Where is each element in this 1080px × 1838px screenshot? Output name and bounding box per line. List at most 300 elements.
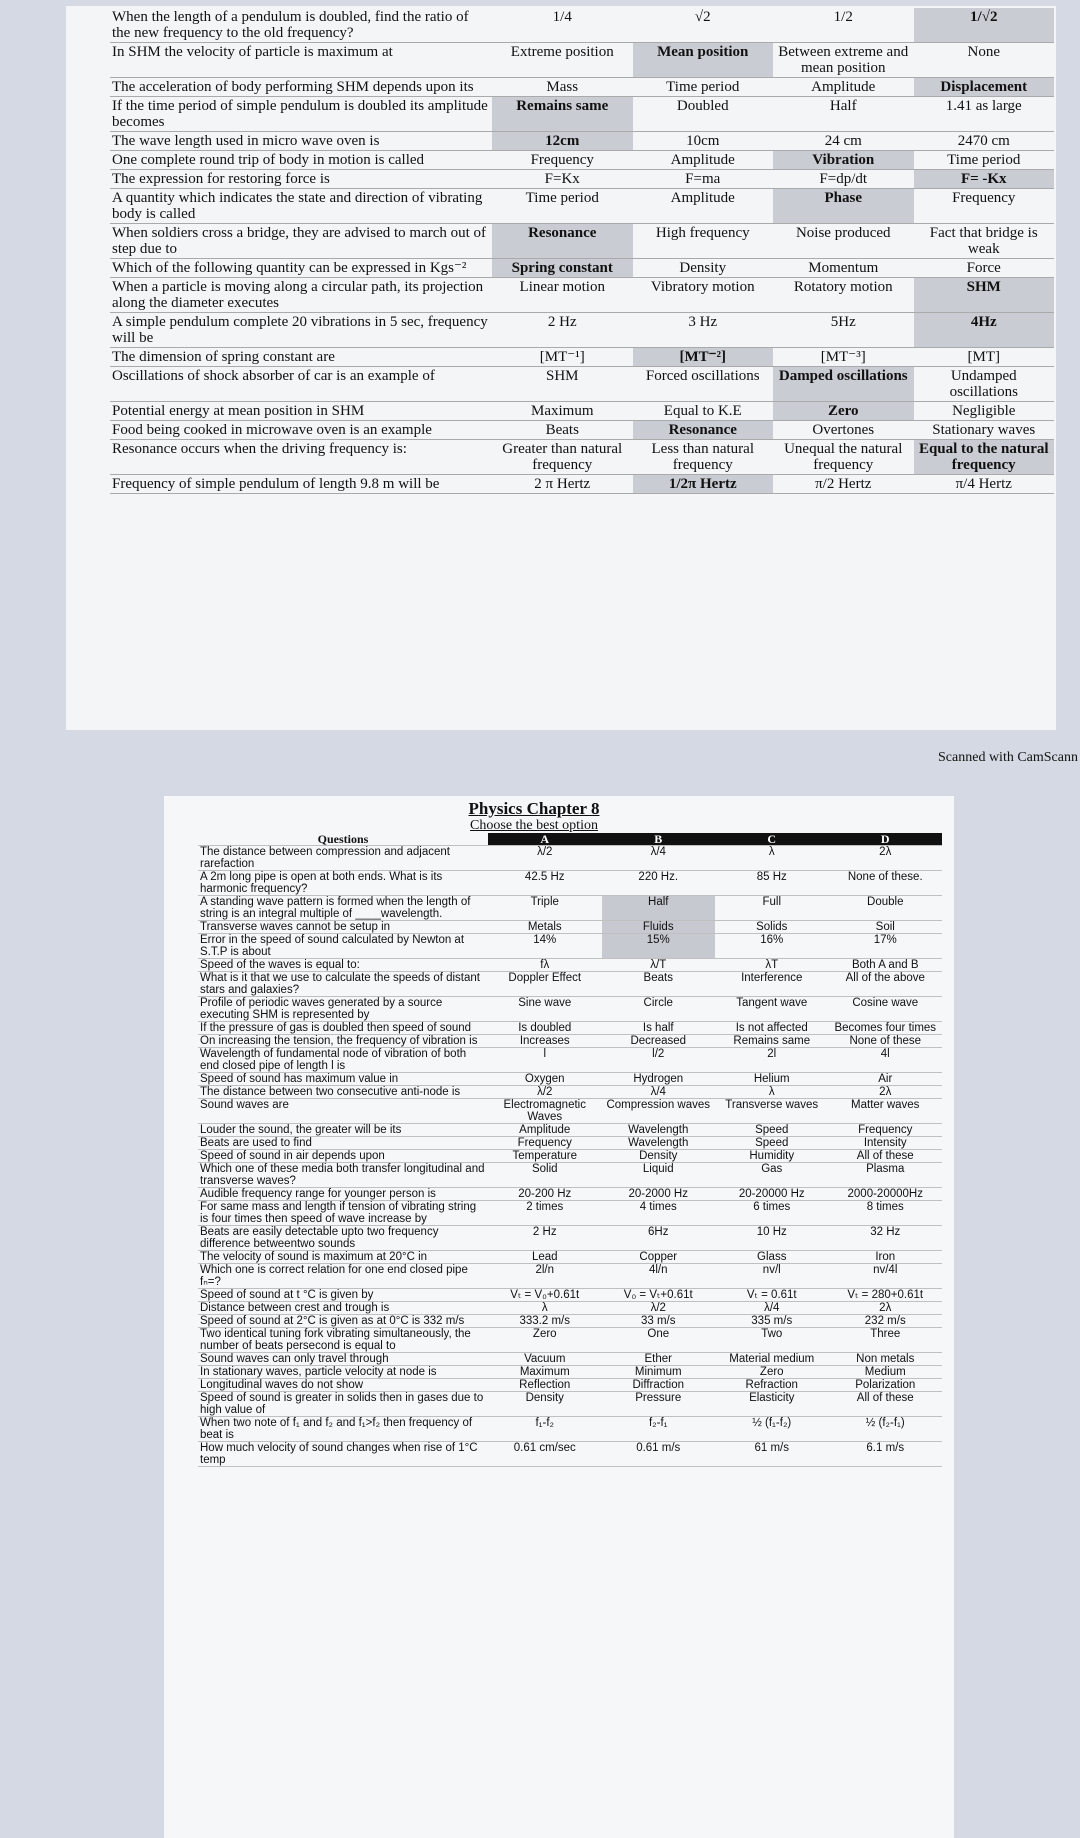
question-text: Potential energy at mean position in SHM — [112, 403, 365, 419]
question-row — [198, 1302, 942, 1315]
option-a: 333.2 m/s — [519, 1315, 570, 1327]
option-c: λT — [765, 959, 779, 971]
option-c: F=dp/dt — [819, 171, 868, 187]
option-c: 335 m/s — [751, 1315, 793, 1327]
option-c: 61 m/s — [754, 1442, 789, 1454]
option-a: λ/2 — [537, 846, 553, 858]
option-a: 42.5 Hz — [524, 871, 565, 883]
option-a: f₁-f₂ — [535, 1417, 555, 1429]
question-text: Speed of the waves is equal to: — [200, 959, 360, 971]
header-questions: Questions — [198, 833, 488, 846]
question-row — [110, 475, 1054, 494]
option-b: λ/4 — [650, 846, 666, 858]
question-text: The acceleration of body performing SHM depends upon its — [112, 79, 474, 95]
option-b: 15% — [602, 934, 716, 959]
option-d: Displacement — [914, 78, 1055, 97]
option-d: 2470 cm — [957, 133, 1010, 149]
option-d: 232 m/s — [864, 1315, 906, 1327]
question-row — [110, 132, 1054, 151]
question-text: Oscillations of shock absorber of car is an example of — [112, 368, 435, 384]
option-d: 2λ — [879, 1302, 892, 1314]
option-a: Electromagnetic Waves — [503, 1099, 586, 1123]
option-a: Oxygen — [524, 1073, 565, 1085]
option-b: 4l/n — [648, 1264, 668, 1276]
question-row — [198, 1086, 942, 1099]
option-d: 2λ — [879, 846, 892, 858]
question-row — [198, 1251, 942, 1264]
option-c: Humidity — [749, 1150, 795, 1162]
option-c: Helium — [753, 1073, 790, 1085]
option-b: Half — [602, 896, 716, 921]
question-row — [198, 1035, 942, 1048]
question-row — [110, 8, 1054, 43]
option-b: Copper — [639, 1251, 678, 1263]
option-b: Vibratory motion — [650, 279, 755, 295]
option-c: Overtones — [812, 422, 875, 438]
option-a: Resonance — [492, 224, 633, 259]
option-b: [MT⁻²] — [633, 348, 774, 367]
question-row — [198, 1124, 942, 1137]
header-row — [198, 833, 942, 846]
option-b: Less than natural frequency — [651, 441, 754, 473]
option-a: 2 times — [526, 1201, 564, 1213]
question-row — [198, 1264, 942, 1289]
option-a: Extreme position — [510, 44, 614, 60]
question-row — [198, 972, 942, 997]
option-a: Vₜ = V₀+0.61t — [510, 1289, 580, 1301]
option-a: [MT⁻¹] — [539, 349, 585, 365]
option-c: [MT⁻³] — [820, 349, 866, 365]
option-c: Zero — [759, 1366, 784, 1378]
option-a: Lead — [531, 1251, 558, 1263]
header-a: A — [488, 833, 602, 846]
option-b: One — [647, 1328, 670, 1340]
option-c: Amplitude — [811, 79, 876, 95]
option-c: Elasticity — [749, 1392, 795, 1404]
question-text: When soldiers cross a bridge, they are advised to march out of step due to — [112, 225, 487, 257]
option-a: Amplitude — [519, 1124, 571, 1136]
option-d: Stationary waves — [932, 422, 1036, 438]
question-row — [198, 1163, 942, 1188]
option-a: Density — [525, 1392, 564, 1404]
option-a: Sine wave — [518, 997, 572, 1009]
question-row — [110, 78, 1054, 97]
question-row — [198, 934, 942, 959]
option-a: fλ — [540, 959, 550, 971]
question-row — [198, 846, 942, 871]
question-text: Speed of sound at t °C is given by — [200, 1289, 374, 1301]
question-text: Resonance occurs when the driving frequency is: — [112, 441, 407, 457]
question-text: The velocity of sound is maximum at 20°C in — [200, 1251, 428, 1263]
option-a: Spring constant — [492, 259, 633, 278]
option-a: 2 Hz — [547, 314, 577, 330]
option-b: F=ma — [685, 171, 721, 187]
option-a: Time period — [525, 190, 599, 206]
question-row — [110, 170, 1054, 189]
question-text: For same mass and length if tension of vibrating string is four times then speed of wave increase by — [200, 1201, 477, 1225]
option-a: Solid — [531, 1163, 558, 1175]
option-a: Greater than natural frequency — [502, 441, 623, 473]
option-c: Speed — [755, 1124, 789, 1136]
option-b: Time period — [666, 79, 740, 95]
question-text: Speed of sound has maximum value in — [200, 1073, 399, 1085]
option-a: Metals — [527, 921, 562, 933]
option-b: 220 Hz. — [638, 871, 679, 883]
option-c: Vibration — [773, 151, 914, 170]
question-text: Frequency of simple pendulum of length 9.8 m will be — [112, 476, 440, 492]
option-c: Two — [761, 1328, 783, 1340]
option-d: 17% — [873, 934, 897, 946]
question-row — [110, 278, 1054, 313]
option-b: Fluids — [602, 921, 716, 934]
option-a: Mass — [546, 79, 579, 95]
option-a: Linear motion — [519, 279, 605, 295]
option-d: Polarization — [855, 1379, 916, 1391]
option-c: 5Hz — [830, 314, 856, 330]
question-row — [198, 921, 942, 934]
option-a: l — [543, 1048, 547, 1060]
option-b: Decreased — [630, 1035, 687, 1047]
option-d: None of these — [849, 1035, 922, 1047]
option-b: Mean position — [633, 43, 774, 78]
option-b: 10cm — [686, 133, 720, 149]
option-d: 1.41 as large — [945, 98, 1022, 114]
question-text: Longitudinal waves do not show — [200, 1379, 364, 1391]
option-d: All of these — [856, 1150, 914, 1162]
option-d: All of these — [856, 1392, 914, 1404]
question-text: A standing wave pattern is formed when the length of string is an integral multiple of ____wavelength. — [200, 896, 471, 920]
option-a: Maximum — [531, 403, 594, 419]
option-b: f₂-f₁ — [648, 1417, 668, 1429]
question-row — [198, 871, 942, 896]
question-text: Which one of these media both transfer longitudinal and transverse waves? — [200, 1163, 485, 1187]
option-a: Doppler Effect — [508, 972, 582, 984]
option-d: Vₜ = 280+0.61t — [847, 1289, 924, 1301]
option-b: Is half — [642, 1022, 674, 1034]
option-b: Minimum — [634, 1366, 682, 1378]
option-b: Equal to K.E — [663, 403, 742, 419]
question-row — [198, 1353, 942, 1366]
option-c: Glass — [757, 1251, 787, 1263]
question-text: Which one is correct relation for one end closed pipe fₙ=? — [200, 1264, 468, 1288]
option-d: Time period — [947, 152, 1021, 168]
option-c: Speed — [755, 1137, 789, 1149]
sheet1-table — [110, 8, 1054, 494]
question-row — [110, 224, 1054, 259]
question-row — [198, 1392, 942, 1417]
option-c: Full — [762, 896, 782, 908]
option-b: λ/2 — [650, 1302, 666, 1314]
option-b: Wavelength — [628, 1124, 689, 1136]
option-d: Matter waves — [851, 1099, 920, 1111]
question-row — [198, 1073, 942, 1086]
option-d: 2λ — [879, 1086, 892, 1098]
question-row — [198, 1417, 942, 1442]
option-d: nv/4l — [873, 1264, 898, 1276]
option-b: Amplitude — [670, 190, 735, 206]
question-row — [198, 997, 942, 1022]
option-b: Ether — [644, 1353, 672, 1365]
option-c: nv/l — [762, 1264, 781, 1276]
option-a: Maximum — [519, 1366, 570, 1378]
option-a: SHM — [545, 368, 579, 384]
sheet2-subtitle: Choose the best option — [470, 818, 598, 833]
option-b: 3 Hz — [688, 314, 718, 330]
option-b: Wavelength — [628, 1137, 689, 1149]
question-text: Which of the following quantity can be expressed in Kgs⁻² — [112, 260, 467, 276]
option-d: ½ (f₂-f₁) — [865, 1417, 905, 1429]
option-a: 2l/n — [535, 1264, 555, 1276]
option-b: 6Hz — [648, 1226, 669, 1238]
option-c: λ — [768, 1086, 775, 1098]
option-a: λ/2 — [537, 1086, 553, 1098]
option-d: Becomes four times — [834, 1022, 937, 1034]
option-d: 32 Hz — [870, 1226, 901, 1238]
option-b: λ/4 — [650, 1086, 666, 1098]
option-d: Both A and B — [851, 959, 919, 971]
option-c: Momentum — [808, 260, 879, 276]
question-text: Beats are used to find — [200, 1137, 312, 1149]
option-d: [MT] — [967, 349, 1000, 365]
option-c: Solids — [756, 921, 788, 933]
option-b: 20-2000 Hz — [628, 1188, 688, 1200]
option-a: 0.61 cm/sec — [513, 1442, 576, 1454]
option-d: 6.1 m/s — [866, 1442, 905, 1454]
option-a: Reflection — [519, 1379, 571, 1391]
option-c: 2l — [767, 1048, 777, 1060]
option-d: Intensity — [863, 1137, 907, 1149]
option-b: Resonance — [633, 421, 774, 440]
option-c: Refraction — [745, 1379, 798, 1391]
option-d: Three — [870, 1328, 901, 1340]
option-d: Iron — [875, 1251, 896, 1263]
option-d: 1/√2 — [914, 8, 1055, 43]
option-d: None — [967, 44, 1000, 60]
option-b: Circle — [643, 997, 673, 1009]
option-c: 10 Hz — [756, 1226, 787, 1238]
question-row — [110, 189, 1054, 224]
question-row — [110, 151, 1054, 170]
option-b: Density — [639, 1150, 678, 1162]
option-d: Frequency — [952, 190, 1016, 206]
option-a: Increases — [519, 1035, 570, 1047]
option-b: 0.61 m/s — [636, 1442, 681, 1454]
option-a: Temperature — [512, 1150, 578, 1162]
question-row — [198, 1379, 942, 1392]
mcq-sheet-chapter-8 — [164, 796, 954, 1838]
option-c: ½ (f₁-f₂) — [752, 1417, 792, 1429]
question-text: What is it that we use to calculate the speeds of distant stars and galaxies? — [200, 972, 480, 996]
question-row — [110, 43, 1054, 78]
option-c: Unequal the natural frequency — [784, 441, 903, 473]
question-row — [198, 1099, 942, 1124]
question-row — [110, 440, 1054, 475]
question-row — [198, 1226, 942, 1251]
option-b: √2 — [694, 9, 711, 25]
option-d: Fact that bridge is weak — [929, 225, 1038, 257]
question-row — [110, 402, 1054, 421]
option-a: 2 Hz — [532, 1226, 557, 1238]
question-text: Transverse waves cannot be setup in — [200, 921, 391, 933]
question-text: Wavelength of fundamental node of vibration of both end closed pipe of length l is — [200, 1048, 467, 1072]
question-row — [198, 1188, 942, 1201]
header-c: C — [715, 833, 829, 846]
question-text: Speed of sound is greater in solids then in gases due to high value of — [200, 1392, 484, 1416]
option-c: λ/4 — [764, 1302, 780, 1314]
option-a: Frequency — [517, 1137, 572, 1149]
option-d: 2000-20000Hz — [847, 1188, 923, 1200]
option-c: λ — [768, 846, 775, 858]
option-b: l/2 — [652, 1048, 665, 1060]
question-row — [110, 348, 1054, 367]
question-text: Food being cooked in microwave oven is an example — [112, 422, 432, 438]
header-d: D — [829, 833, 943, 846]
option-c: Tangent wave — [736, 997, 808, 1009]
option-b: Diffraction — [632, 1379, 685, 1391]
question-row — [110, 367, 1054, 402]
option-d: Equal to the natural frequency — [914, 440, 1055, 475]
question-text: The expression for restoring force is — [112, 171, 330, 187]
question-text: Sound waves can only travel through — [200, 1353, 389, 1365]
option-b: 33 m/s — [640, 1315, 676, 1327]
option-c: Transverse waves — [725, 1099, 819, 1111]
option-b: Amplitude — [670, 152, 735, 168]
option-b: Forced oscillations — [645, 368, 760, 384]
question-row — [198, 1150, 942, 1163]
question-text: Louder the sound, the greater will be its — [200, 1124, 402, 1136]
question-row — [198, 1442, 942, 1467]
header-b: B — [602, 833, 716, 846]
option-d: Force — [966, 260, 1001, 276]
option-c: Half — [829, 98, 857, 114]
option-a: Frequency — [530, 152, 594, 168]
option-c: Remains same — [733, 1035, 811, 1047]
question-text: Error in the speed of sound calculated by Newton at S.T.P is about — [200, 934, 465, 958]
option-a: 12cm — [492, 132, 633, 151]
question-text: A 2m long pipe is open at both ends. What is its harmonic frequency? — [200, 871, 443, 895]
option-a: Vacuum — [524, 1353, 566, 1365]
option-b: Compression waves — [606, 1099, 711, 1111]
question-text: Profile of periodic waves generated by a source executing SHM is represented by — [200, 997, 443, 1021]
question-row — [198, 1289, 942, 1302]
question-row — [198, 1315, 942, 1328]
option-d: π/4 Hertz — [955, 476, 1012, 492]
sheet2-table — [198, 833, 942, 1467]
option-a: Beats — [545, 422, 579, 438]
question-text: A quantity which indicates the state and direction of vibrating body is called — [112, 190, 483, 222]
question-text: If the pressure of gas is doubled then speed of sound — [200, 1022, 472, 1034]
question-row — [198, 896, 942, 921]
question-text: On increasing the tension, the frequency of vibration is — [200, 1035, 478, 1047]
option-c: Phase — [773, 189, 914, 224]
option-c: Interference — [741, 972, 803, 984]
mcq-sheet-chapter-7 — [66, 6, 1056, 730]
question-text: When two note of f₁ and f₂ and f₁>f₂ then frequency of beat is — [200, 1417, 473, 1441]
question-text: Sound waves are — [200, 1099, 289, 1111]
option-c: Damped oscillations — [773, 367, 914, 402]
question-text: How much velocity of sound changes when rise of 1°C temp — [200, 1442, 478, 1466]
option-a: λ — [541, 1302, 548, 1314]
question-row — [198, 1366, 942, 1379]
question-row — [198, 1201, 942, 1226]
option-c: Noise produced — [795, 225, 891, 241]
option-b: 1/2π Hertz — [633, 475, 774, 494]
option-a: Triple — [530, 896, 559, 908]
option-d: F= -Kx — [914, 170, 1055, 189]
question-text: The wave length used in micro wave oven is — [112, 133, 380, 149]
option-d: Frequency — [858, 1124, 913, 1136]
question-row — [198, 1137, 942, 1150]
option-c: 20-20000 Hz — [738, 1188, 805, 1200]
question-text: In stationary waves, particle velocity at node is — [200, 1366, 437, 1378]
question-text: Speed of sound in air depends upon — [200, 1150, 385, 1162]
option-c: 24 cm — [824, 133, 862, 149]
question-row — [198, 959, 942, 972]
question-row — [198, 1328, 942, 1353]
option-c: 85 Hz — [756, 871, 787, 883]
scan-watermark: Scanned with CamScann — [938, 750, 1078, 765]
option-a: 2 π Hertz — [534, 476, 591, 492]
option-b: Density — [679, 260, 727, 276]
option-b: Liquid — [642, 1163, 674, 1175]
option-d: None of these. — [847, 871, 923, 883]
question-text: One complete round trip of body in motion is called — [112, 152, 425, 168]
question-text: Beats are easily detectable upto two frequency difference betweentwo sounds — [200, 1226, 439, 1250]
option-a: F=Kx — [544, 171, 580, 187]
option-c: Gas — [761, 1163, 783, 1175]
option-d: Air — [878, 1073, 893, 1085]
question-row — [198, 1022, 942, 1035]
option-d: All of the above — [845, 972, 925, 984]
option-a: Remains same — [492, 97, 633, 132]
question-row — [110, 421, 1054, 440]
option-b: 4 times — [639, 1201, 677, 1213]
option-c: Rotatory motion — [793, 279, 893, 295]
question-text: In SHM the velocity of particle is maximum at — [112, 44, 393, 60]
option-d: Double — [867, 896, 904, 908]
option-a: Zero — [532, 1328, 557, 1340]
option-b: High frequency — [655, 225, 750, 241]
question-text: Speed of sound at 2°C is given as at 0°C is 332 m/s — [200, 1315, 465, 1327]
question-text: When the length of a pendulum is doubled, find the ratio of the new frequency to the old frequency? — [112, 9, 469, 41]
option-c: Is not affected — [735, 1022, 808, 1034]
option-c: 1/2 — [833, 9, 853, 25]
option-d: Plasma — [866, 1163, 905, 1175]
option-a: Is doubled — [518, 1022, 572, 1034]
question-text: Audible frequency range for younger person is — [200, 1188, 436, 1200]
question-row — [198, 1048, 942, 1073]
option-b: Beats — [643, 972, 673, 984]
sheet2-title: Physics Chapter 8 — [468, 799, 600, 818]
question-text: The distance between compression and adjacent rarefaction — [200, 846, 450, 870]
question-text: A simple pendulum complete 20 vibrations in 5 sec, frequency will be — [112, 314, 488, 346]
question-row — [110, 97, 1054, 132]
option-c: Material medium — [729, 1353, 815, 1365]
question-text: Distance between crest and trough is — [200, 1302, 390, 1314]
option-a: 20-200 Hz — [518, 1188, 572, 1200]
option-b: Hydrogen — [633, 1073, 684, 1085]
option-d: Undamped oscillations — [949, 368, 1018, 400]
option-a: 1/4 — [552, 9, 572, 25]
option-a: 14% — [533, 934, 557, 946]
question-text: When a particle is moving along a circular path, its projection along the diameter executes — [112, 279, 484, 311]
option-d: Non metals — [856, 1353, 915, 1365]
question-text: If the time period of simple pendulum is doubled its amplitude becomes — [112, 98, 488, 130]
option-d: 4Hz — [914, 313, 1055, 348]
option-d: Cosine wave — [852, 997, 919, 1009]
question-row — [110, 313, 1054, 348]
option-b: V₀ = Vₜ+0.61t — [623, 1289, 693, 1301]
